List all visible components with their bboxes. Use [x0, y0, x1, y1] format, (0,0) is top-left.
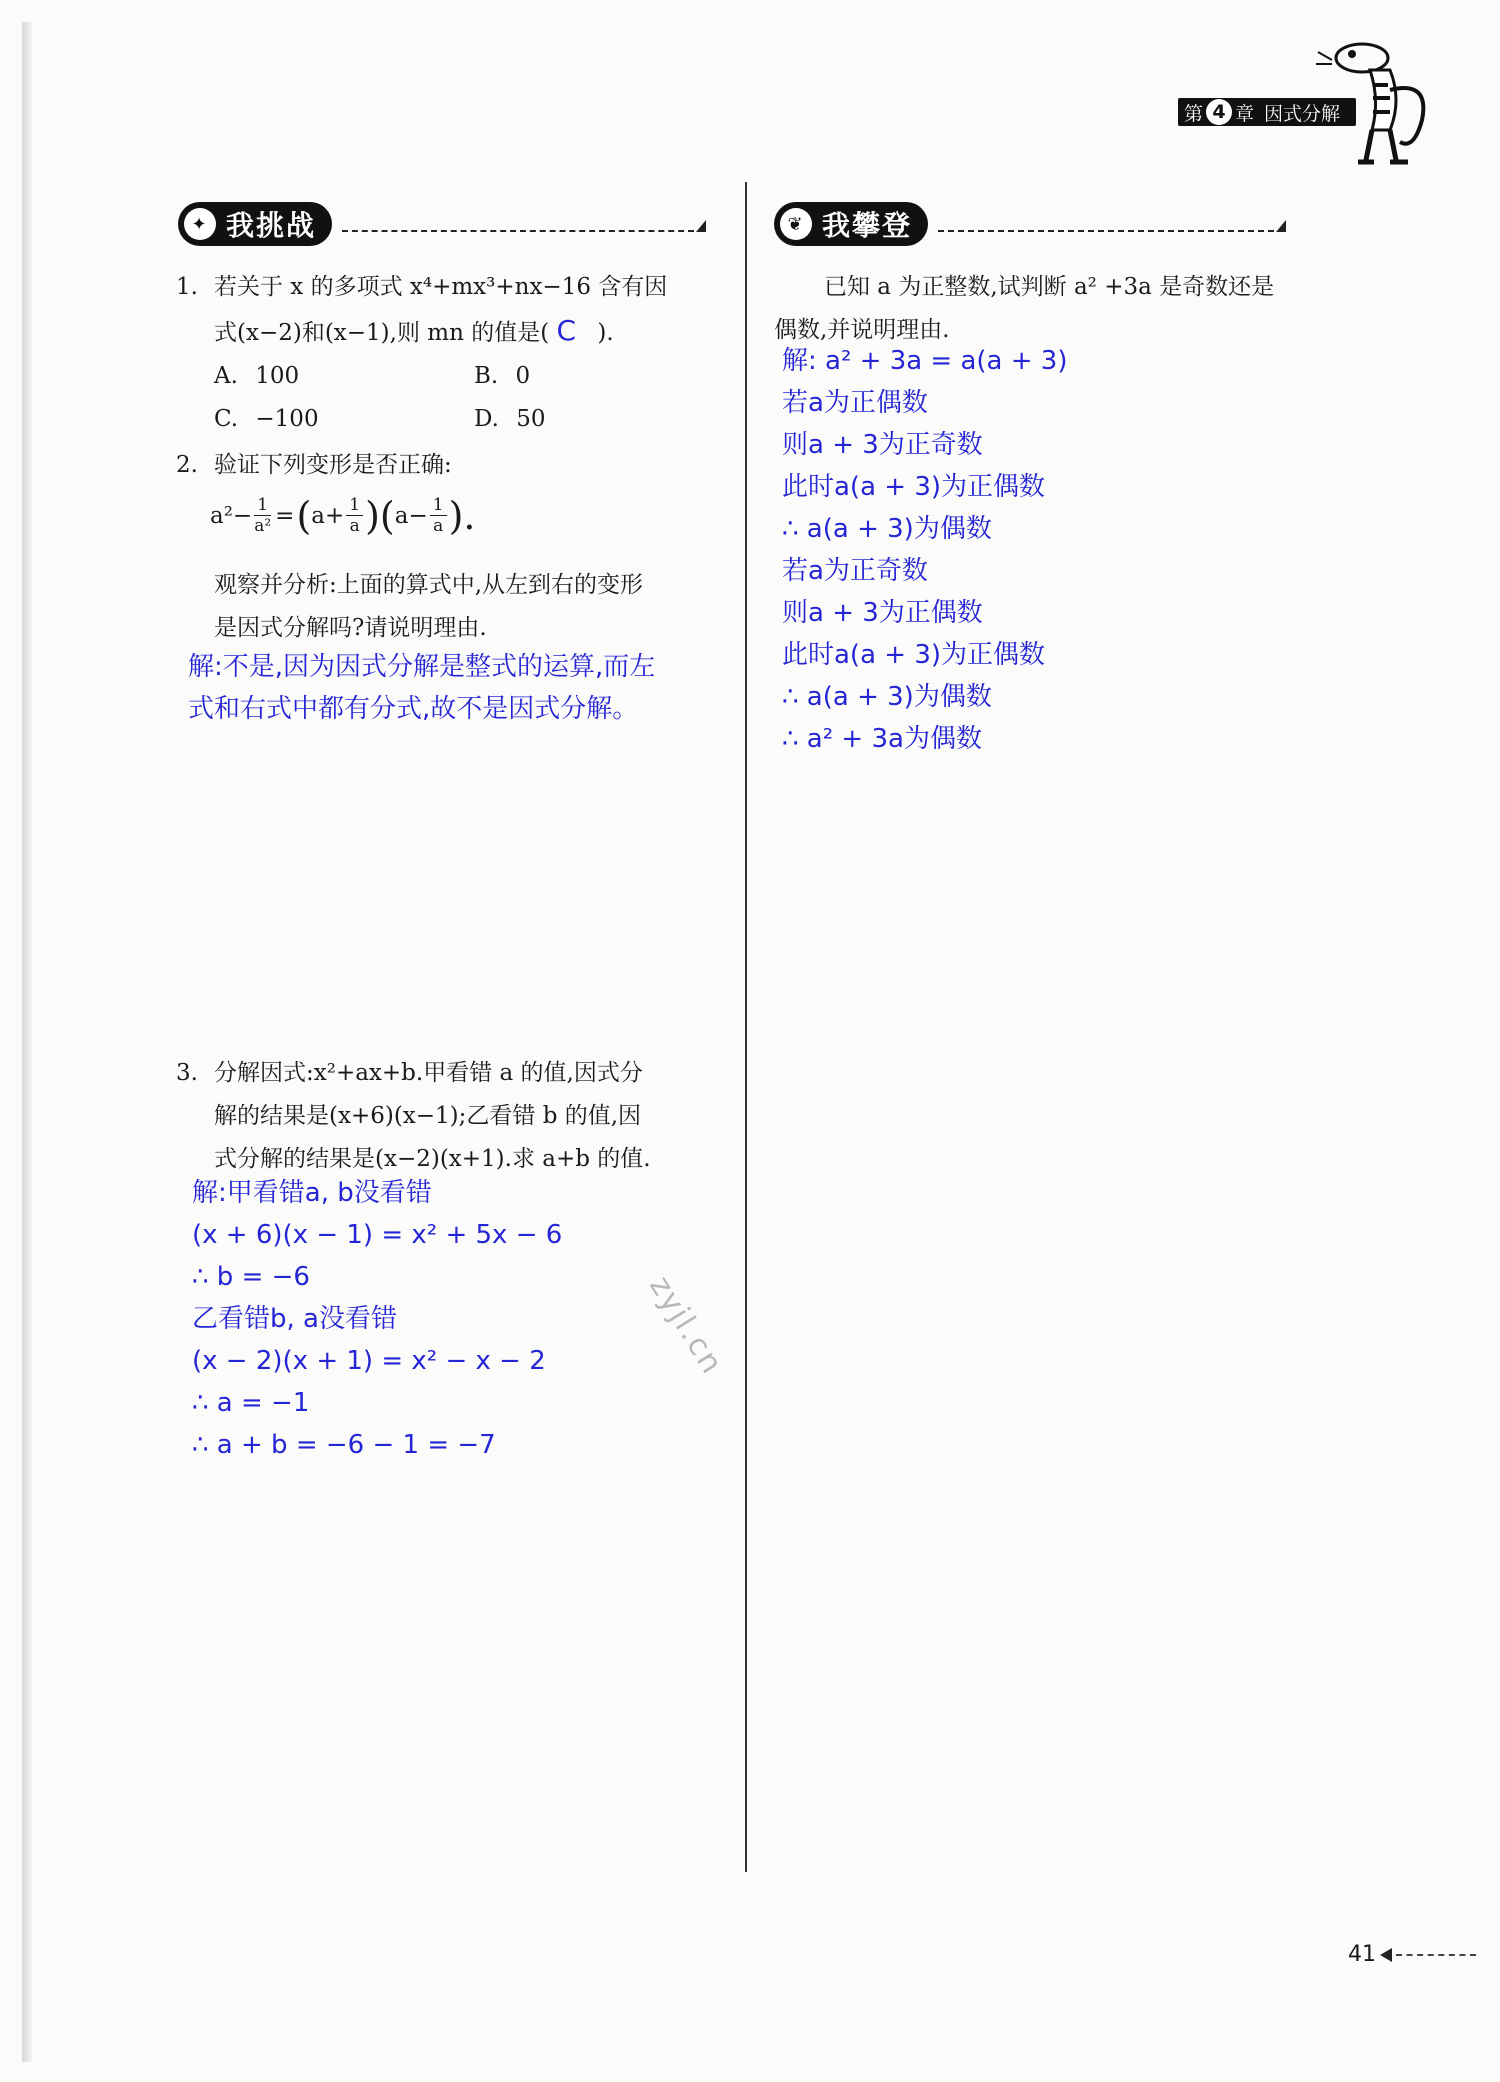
- q2-formula: a²− $\frac{1}{\text{a²}}$ = ( a+ $\frac{1}{a}$ ) ( a− $\frac{1}{a}$ ).: [210, 493, 476, 538]
- right-section-title: 我攀登: [822, 209, 913, 242]
- question-text: 若关于 x 的多项式 x⁴+mx³+nx−16 含有因: [214, 274, 668, 300]
- chapter-suffix: 章: [1235, 102, 1255, 125]
- heading-dashes: [938, 230, 1274, 232]
- q4-handwritten-answer: 解: a² + 3a = a(a + 3) 若a为正偶数 则a + 3为正奇数 此时a(a + 3)为正偶数 ∴ a(a + 3)为偶数 若a为正奇数 则a + 3为正偶数 此时a(a + 3)为正偶数 ∴ a(a + 3)为偶数 ∴ a² + 3a为偶数: [782, 346, 1068, 754]
- page-number: 41: [1348, 1942, 1476, 1967]
- tiger-mascot-icon: [1310, 30, 1440, 170]
- sprout-icon: ❦: [780, 208, 812, 240]
- left-section-pill: [178, 202, 332, 246]
- q2-handwritten-answer: 解:不是,因为因式分解是整式的运算,而左 式和右式中都有分式,故不是因式分解。: [188, 652, 656, 724]
- heading-dashes: [342, 230, 694, 232]
- question-number: 3.: [176, 1060, 198, 1086]
- arrow-left-icon: [1380, 1948, 1392, 1962]
- option-c: C. −100: [214, 406, 319, 432]
- question-text: 式(x−2)和(x−1),则 mn 的值是(: [214, 320, 550, 346]
- question-3: [176, 1052, 736, 1181]
- question-text: 观察并分析:上面的算式中,从左到右的变形: [214, 572, 644, 598]
- fraction: $\frac{1}{\text{a²}}$: [254, 495, 272, 536]
- question-number: 2.: [176, 452, 198, 478]
- q3-handwritten-answer: 解:甲看错a, b没看错 (x + 6)(x − 1) = x² + 5x − 6 ∴ b = −6 乙看错b, a没看错 (x − 2)(x + 1) = x² − x − 2 ∴ a = −1 ∴ a + b = −6 − 1 = −7: [192, 1178, 563, 1460]
- question-text: 解的结果是(x+6)(x−1);乙看错 b 的值,因: [214, 1103, 642, 1129]
- question-text: ).: [597, 320, 614, 346]
- question-text: 偶数,并说明理由.: [774, 317, 950, 343]
- watermark: zyjl.cn: [642, 1270, 730, 1382]
- question-text: 是因式分解吗?请说明理由.: [214, 615, 487, 641]
- handwritten-answer: C: [556, 314, 577, 347]
- question-text: 验证下列变形是否正确:: [214, 452, 452, 478]
- question-text: 式分解的结果是(x−2)(x+1).求 a+b 的值.: [214, 1146, 651, 1172]
- question-1: [176, 266, 736, 441]
- fraction: $\frac{1}{a}$: [346, 495, 363, 536]
- option-b: B. 0: [474, 363, 531, 389]
- column-divider: [745, 182, 747, 1872]
- left-section-heading: [178, 202, 706, 246]
- question-text: 分解因式:x²+ax+b.甲看错 a 的值,因式分: [214, 1060, 643, 1086]
- heading-dash-end: [696, 220, 706, 232]
- option-d: D. 50: [474, 406, 546, 432]
- right-section-pill: [774, 202, 928, 246]
- option-a: A. 100: [214, 363, 300, 389]
- question-text: 已知 a 为正整数,试判断 a² +3a 是奇数还是: [824, 274, 1275, 300]
- chapter-title: 因式分解: [1264, 102, 1341, 125]
- options-row: [176, 398, 736, 441]
- heading-dash-end: [1276, 220, 1286, 232]
- chapter-prefix: 第: [1184, 102, 1204, 125]
- fraction: $\frac{1}{a}$: [430, 495, 447, 536]
- lightbulb-icon: ✦: [184, 208, 216, 240]
- left-section-title: 我挑战: [226, 209, 317, 242]
- right-section-heading: [774, 202, 1286, 246]
- question-2-body: [214, 564, 744, 650]
- question-number: 1.: [176, 274, 198, 300]
- page-binding-edge: [22, 22, 32, 2062]
- chapter-number: 4: [1206, 99, 1232, 125]
- question-2: [176, 444, 736, 487]
- options-row: [176, 355, 736, 398]
- page-number-dashes: [1396, 1954, 1476, 1956]
